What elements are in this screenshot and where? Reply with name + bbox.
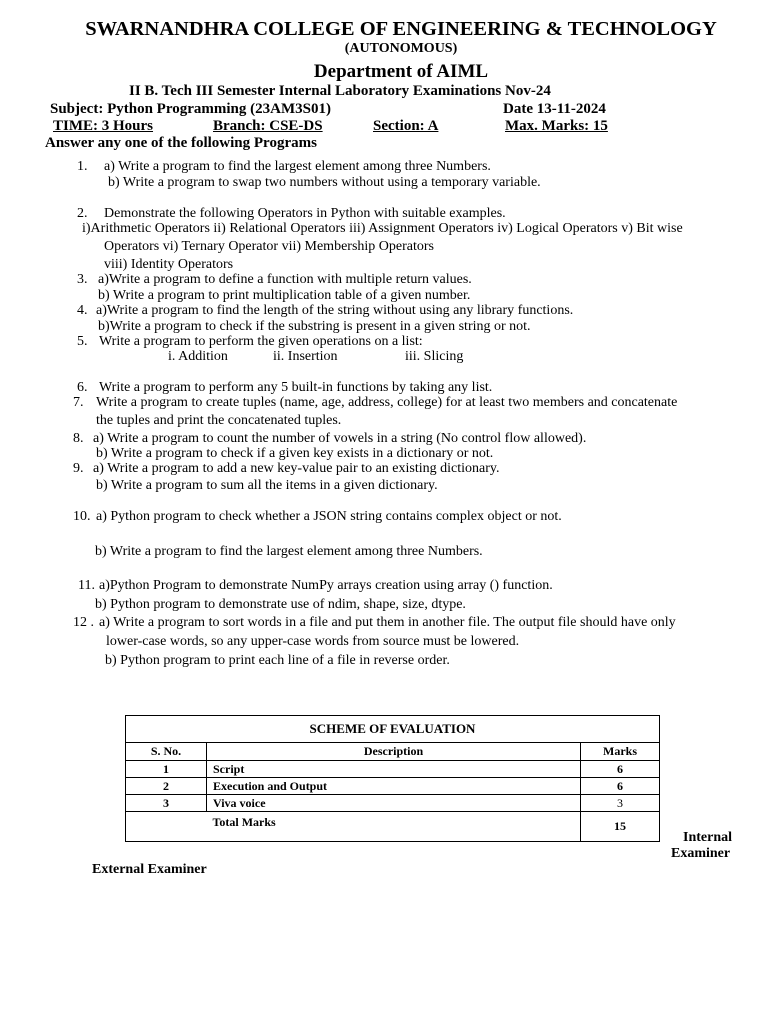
q2-line-1: i)Arithmetic Operators ii) Relational Operators iii) Assignment Operators iv) Logical Operators v) Bit wise (82, 221, 683, 236)
q7-number: 7. (73, 395, 84, 410)
q10-part-b: b) Write a program to find the largest element among three Numbers. (95, 544, 483, 559)
internal-examiner-label-1: Internal (683, 830, 732, 845)
table-row (126, 761, 660, 778)
max-marks-label: Max. Marks: 15 (505, 118, 608, 134)
row-marks: 6 (581, 761, 660, 778)
exam-date: Date 13-11-2024 (503, 101, 606, 117)
q7-line-1: Write a program to create tuples (name, age, address, college) for at least two members and concatenate (96, 395, 678, 410)
header-sno: S. No. (126, 743, 207, 761)
row-marks: 3 (581, 795, 660, 812)
q2-text: Demonstrate the following Operators in Python with suitable examples. (104, 206, 506, 221)
q10-number: 10. (73, 509, 91, 524)
q11-part-a: a)Python Program to demonstrate NumPy arrays creation using array () function. (99, 578, 553, 593)
q2-line-3: viii) Identity Operators (104, 257, 234, 272)
q9-part-b: b) Write a program to sum all the items in a given dictionary. (96, 478, 438, 493)
q10-part-a: a) Python program to check whether a JSON string contains complex object or not. (96, 509, 562, 524)
q9-number: 9. (73, 461, 84, 476)
q5-number: 5. (77, 334, 88, 349)
q7-line-2: the tuples and print the concatenated tuples. (96, 413, 342, 428)
evaluation-table (125, 715, 660, 842)
q5-op-insertion: ii. Insertion (273, 349, 338, 364)
q5-text: Write a program to perform the given operations on a list: (99, 334, 423, 349)
total-spacer (126, 812, 207, 842)
q2-number: 2. (77, 206, 88, 221)
autonomous-label: (AUTONOMOUS) (344, 41, 458, 56)
total-label: Total Marks (207, 812, 581, 842)
instruction: Answer any one of the following Programs (45, 135, 317, 151)
q11-part-b: b) Python program to demonstrate use of ndim, shape, size, dtype. (95, 597, 466, 612)
q1-number: 1. (77, 159, 88, 174)
q12-number: 12 . (73, 615, 94, 630)
q8-number: 8. (73, 431, 84, 446)
header-marks: Marks (581, 743, 660, 761)
total-marks: 15 (581, 812, 660, 842)
row-sno: 1 (126, 761, 207, 778)
q1-part-a: a) Write a program to find the largest element among three Numbers. (104, 159, 491, 174)
row-description: Viva voice (207, 795, 581, 812)
q3-part-b: b) Write a program to print multiplication table of a given number. (98, 288, 471, 303)
evaluation-title: SCHEME OF EVALUATION (126, 716, 660, 743)
table-row (126, 778, 660, 795)
q3-part-a: a)Write a program to define a function with multiple return values. (98, 272, 472, 287)
row-description: Script (207, 761, 581, 778)
q5-op-slicing: iii. Slicing (405, 349, 464, 364)
q12-part-a-line-2: lower-case words, so any upper-case words from source must be lowered. (106, 634, 520, 649)
internal-examiner-label-2: Examiner (671, 846, 731, 861)
q11-number: 11. (78, 578, 95, 593)
q4-number: 4. (77, 303, 88, 318)
row-marks: 6 (581, 778, 660, 795)
q1-part-b: b) Write a program to swap two numbers without using a temporary variable. (108, 175, 541, 190)
q8-part-a: a) Write a program to count the number of vowels in a string (No control flow allowed). (93, 431, 587, 446)
q12-part-b: b) Python program to print each line of a file in reverse order. (105, 653, 450, 668)
branch-label: Branch: CSE-DS (213, 118, 323, 134)
q2-line-2: Operators vi) Ternary Operator vii) Membership Operators (104, 239, 434, 254)
q8-part-b: b) Write a program to check if a given key exists in a dictionary or not. (96, 446, 494, 461)
q5-op-addition: i. Addition (168, 349, 228, 364)
table-row (126, 795, 660, 812)
q6-text: Write a program to perform any 5 built-in functions by taking any list. (99, 380, 493, 395)
q12-part-a-line-1: a) Write a program to sort words in a file and put them in another file. The output file should have only (99, 615, 676, 630)
q9-part-a: a) Write a program to add a new key-value pair to an existing dictionary. (93, 461, 500, 476)
header-description: Description (207, 743, 581, 761)
exam-title: II B. Tech III Semester Internal Laboratory Examinations Nov-24 (129, 83, 551, 99)
row-sno: 3 (126, 795, 207, 812)
q6-number: 6. (77, 380, 88, 395)
section-label: Section: A (373, 118, 439, 134)
q4-part-b: b)Write a program to check if the substring is present in a given string or not. (98, 319, 531, 334)
row-sno: 2 (126, 778, 207, 795)
college-name: SWARNANDHRA COLLEGE OF ENGINEERING & TECHNOLOGY (85, 18, 717, 40)
row-description: Execution and Output (207, 778, 581, 795)
department-title: Department of AIML (313, 61, 489, 82)
external-examiner-label: External Examiner (92, 862, 207, 877)
time-label: TIME: 3 Hours (53, 118, 154, 134)
subject-label: Subject: Python Programming (23AM3S01) (50, 101, 331, 117)
q4-part-a: a)Write a program to find the length of the string without using any library functions. (96, 303, 574, 318)
q3-number: 3. (77, 272, 88, 287)
